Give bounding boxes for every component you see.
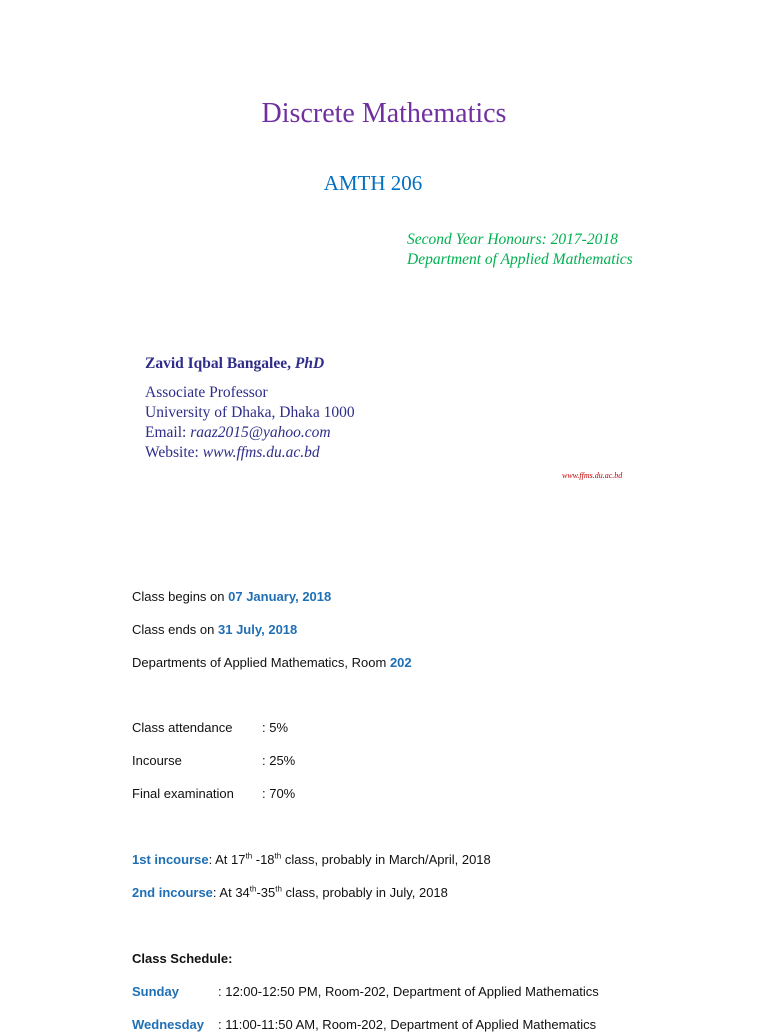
author-full-name: Zavid Iqbal Bangalee, <box>145 355 295 372</box>
schedule-day: Wednesday <box>132 1017 205 1032</box>
email-line <box>145 423 355 443</box>
first-incourse-label: 1st incourse <box>132 852 209 867</box>
second-incourse-text-c: class, probably in July, 2018 <box>281 885 448 900</box>
honours-info <box>407 230 633 270</box>
location-line <box>132 655 412 670</box>
schedule-day: Sunday <box>132 984 179 999</box>
grading-value: : 5% <box>262 720 289 735</box>
honours-year: Second Year Honours: 2017-2018 <box>407 231 618 248</box>
schedule-heading: Class Schedule: <box>132 951 233 966</box>
second-incourse-sup-a: th <box>249 884 257 894</box>
second-incourse-line <box>132 885 448 900</box>
class-ends-line <box>132 622 297 637</box>
class-ends-label: Class ends on <box>132 622 218 637</box>
location-label: Departments of Applied Mathematics, Room <box>132 655 390 670</box>
schedule-detail: : 11:00-11:50 AM, Room-202, Department of Applied Mathematics <box>218 1017 597 1032</box>
contact-block <box>145 383 355 463</box>
small-website-link[interactable]: www.ffms.du.ac.bd <box>562 471 623 480</box>
website-label: Website: <box>145 444 203 461</box>
author-degree: PhD <box>294 355 325 372</box>
schedule-row <box>132 984 599 999</box>
honours-department: Department of Applied Mathematics <box>407 251 633 268</box>
grading-label: Incourse <box>132 753 182 768</box>
author-position: Associate Professor <box>145 384 268 401</box>
class-begins-label: Class begins on <box>132 589 229 604</box>
grading-row <box>132 786 295 801</box>
first-incourse-line <box>132 852 491 867</box>
second-incourse-text-a: : At 34 <box>212 885 250 900</box>
first-incourse-text-c: class, probably in March/April, 2018 <box>281 852 491 867</box>
grading-row <box>132 720 288 735</box>
grading-value: : 70% <box>262 786 296 801</box>
grading-label: Final examination <box>132 786 234 801</box>
author-university: University of Dhaka, Dhaka 1000 <box>145 404 355 421</box>
course-code: AMTH 206 <box>323 171 423 195</box>
class-begins-line <box>132 589 331 604</box>
document-title: Discrete Mathematics <box>261 98 507 129</box>
class-ends-date: 31 July, 2018 <box>218 622 298 637</box>
schedule-row <box>132 1017 596 1032</box>
second-incourse-label: 2nd incourse <box>132 885 213 900</box>
grading-label: Class attendance <box>132 720 233 735</box>
grading-row <box>132 753 295 768</box>
first-incourse-sup-b: th <box>274 851 282 861</box>
author-name <box>145 355 324 373</box>
email-link[interactable]: raaz2015@yahoo.com <box>190 424 331 441</box>
website-link[interactable]: www.ffms.du.ac.bd <box>202 444 320 461</box>
website-line <box>145 443 355 463</box>
room-number: 202 <box>389 655 412 670</box>
schedule-detail: : 12:00-12:50 PM, Room-202, Department of Applied Mathematics <box>218 984 599 999</box>
grading-value: : 25% <box>262 753 296 768</box>
class-begins-date: 07 January, 2018 <box>228 589 332 604</box>
email-label: Email: <box>145 424 191 441</box>
first-incourse-text-a: : At 17 <box>208 852 246 867</box>
first-incourse-text-b: -18 <box>252 852 275 867</box>
second-incourse-sup-b: th <box>275 884 282 894</box>
second-incourse-text-b: -35 <box>256 885 276 900</box>
first-incourse-sup-a: th <box>245 851 253 861</box>
